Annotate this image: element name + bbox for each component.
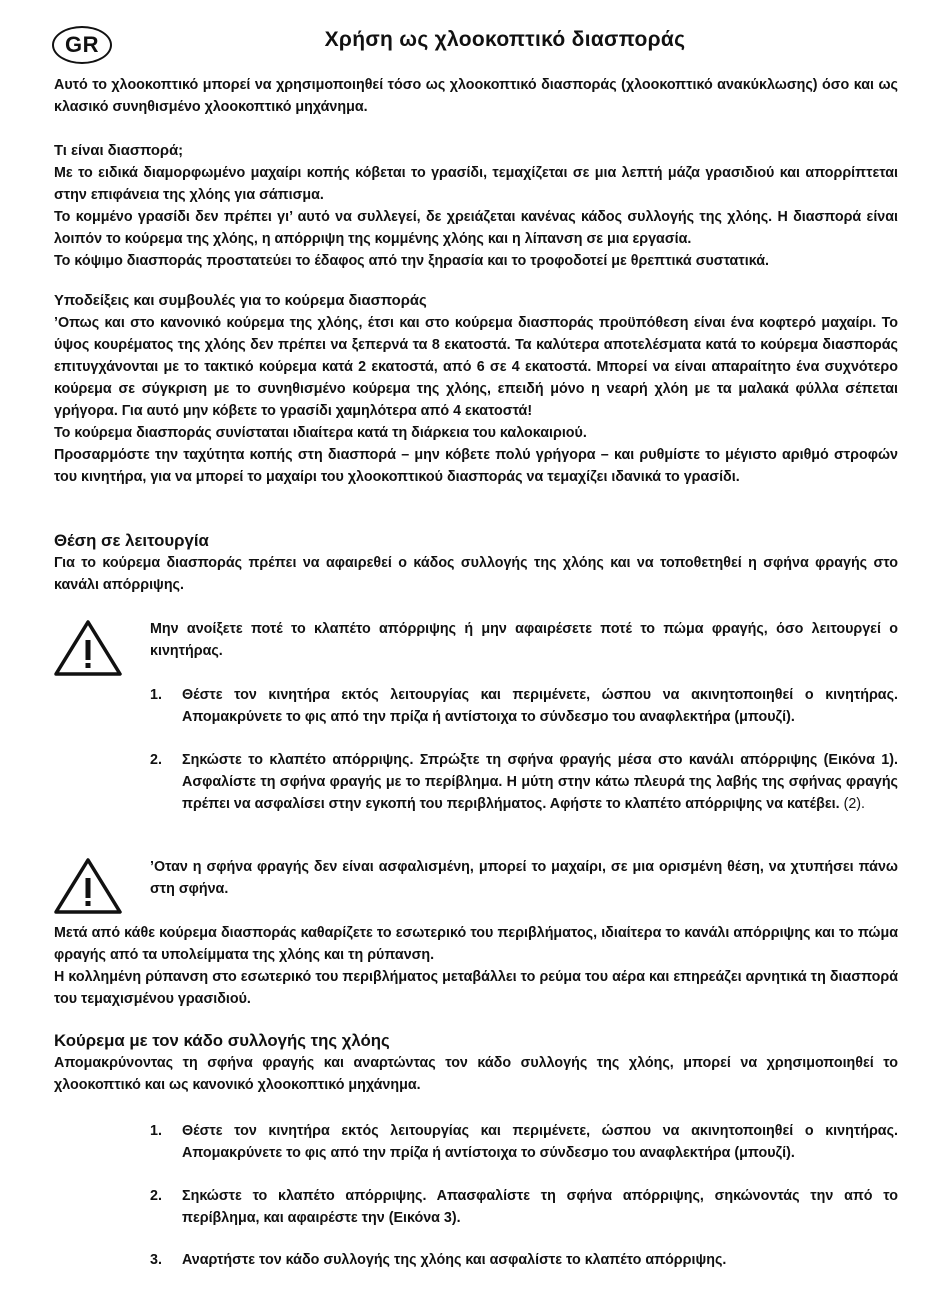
warning-block bbox=[54, 618, 898, 662]
intro-block bbox=[54, 74, 898, 118]
step-text: Σηκώστε το κλαπέτο απόρριψης. Σπρώξτε τη σφήνα φραγής μέσα στο κανάλι απόρριψης (Εικόνα 1). Ασφαλίστε τη σφήνα φραγής με το περίβλημα. Η μύτη στην κάτω πλευρά της λαβής της σφήνας φραγής πρέπει να ασφαλίσει στην εγκοπή του περιβλήματος. Αφήστε το κλαπέτο απόρριψης να κατέβει. (2). bbox=[182, 752, 898, 812]
paragraph: Για το κούρεμα διασποράς πρέπει να αφαιρεθεί ο κάδος συλλογής της χλόης και να τοποθετηθεί η σφήνα φραγής στο κανάλι απόρριψης. bbox=[54, 555, 898, 593]
paragraph: ’Οπως και στο κανονικό κούρεμα της χλόης, έτσι και στο κούρεμα διασποράς προϋπόθεση είναι ένα κοφτερό μαχαίρι. Το ύψος κουρέματος της χλόης δεν πρέπει να ξεπερνά τα 8 εκατοστά. Τα καλύτερα αποτελέσματα κατά το κούρεμα διασποράς επιτυγχάνονται με το τακτικό κούρεμα κατά 2 εκατοστά, από 6 σε 4 εκατοστά. Μπορεί να είναι απαραίτητο ένα συχνότερο κούρεμα σε σύγκριση με το συνηθισμένο κούρεμα της χλόης, επειδή μόνο η νεαρή χλόη με τα μαλακά φύλλα σέπεται γρήγορα. Για αυτό μην κόβετε το γρασίδι χαμηλότερα από 4 εκατοστά! bbox=[54, 315, 898, 419]
section-startup bbox=[54, 530, 898, 596]
section-heading: Θέση σε λειτουργία bbox=[54, 531, 209, 550]
step-number: 3. bbox=[150, 1252, 162, 1268]
page-title: Χρήση ως χλοοκοπτικό διασποράς bbox=[324, 28, 686, 51]
step-number: 2. bbox=[150, 1188, 162, 1204]
paragraph: Με το ειδικά διαμορφωμένο μαχαίρι κοπής κόβεται το γρασίδι, τεμαχίζεται σε μια λεπτή μάζα γρασιδιού και απορρίπτεται στην επιφάνεια της χλόης για σάπισμα. bbox=[54, 165, 898, 203]
step-text: Σηκώστε το κλαπέτο απόρριψης. Απασφαλίστε τη σφήνα απόρριψης, σηκώνοντάς την από το περίβλημα, και αφαιρέστε την (Εικόνα 3). bbox=[182, 1188, 898, 1226]
step-number: 2. bbox=[150, 752, 162, 768]
warning-triangle-icon bbox=[54, 618, 124, 678]
intro-paragraph: Αυτό το χλοοκοπτικό μπορεί να χρησιμοποιηθεί τόσο ως χλοοκοπτικό διασποράς (χλοοκοπτικό ανακύκλωσης) όσο και ως κλασικό συνηθισμένο χλοοκοπτικό μηχάνημα. bbox=[54, 77, 898, 115]
list-item bbox=[150, 1185, 898, 1229]
warning-text: ’Οταν η σφήνα φραγής δεν είναι ασφαλισμένη, μπορεί το μαχαίρι, σε μια ορισμένη θέση, να χτυπήσει πάνω στη σφήνα. bbox=[150, 859, 898, 897]
paragraph: Η κολλημένη ρύπανση στο εσωτερικό του περιβλήματος μεταβάλλει το ρεύμα του αέρα και επηρεάζει αρνητικά τη διασπορά του τεμαχισμένου γρασιδιού. bbox=[54, 969, 898, 1007]
list-item bbox=[150, 1249, 898, 1271]
warning-triangle-icon bbox=[54, 856, 124, 916]
step-number: 1. bbox=[150, 687, 162, 703]
section-heading: Τι είναι διασπορά; bbox=[54, 143, 184, 159]
list-item bbox=[150, 684, 898, 728]
paragraph: Το κούρεμα διασποράς συνίσταται ιδιαίτερα κατά τη διάρκεια του καλοκαιριού. bbox=[54, 425, 587, 441]
section-heading: Υποδείξεις και συμβουλές για το κούρεμα διασποράς bbox=[54, 293, 427, 309]
warning-text: Μην ανοίξετε ποτέ το κλαπέτο απόρριψης ή μην αφαιρέσετε ποτέ το πώμα φραγής, όσο λειτουργεί ο κινητήρας. bbox=[150, 621, 898, 659]
paragraph: Απομακρύνοντας τη σφήνα φραγής και αναρτώντας τον κάδο συλλογής της χλόης, μπορεί να χρησιμοποιηθεί το χλοοκοπτικό και ως κανονικό χλοοκοπτικό μηχάνημα. bbox=[54, 1055, 898, 1093]
step-text: Αναρτήστε τον κάδο συλλογής της χλόης και ασφαλίστε το κλαπέτο απόρριψης. bbox=[182, 1252, 727, 1268]
section-what-is-mulching bbox=[54, 140, 898, 272]
paragraph: Το κόψιμο διασποράς προστατεύει το έδαφος από την ξηρασία και το τροφοδοτεί με θρεπτικά συστατικά. bbox=[54, 253, 769, 269]
list-item bbox=[150, 1120, 898, 1164]
list-item bbox=[150, 749, 898, 815]
section-grass-catcher bbox=[54, 1030, 898, 1096]
paragraph: Προσαρμόστε την ταχύτητα κοπής στη διασπορά – μην κόβετε πολύ γρήγορα – και ρυθμίστε το μέγιστο αριθμό στροφών του κινητήρα, για να μπορεί το μαχαίρι του χλοοκοπτικού διασποράς να τεμαχίζει ιδανικά το γρασίδι. bbox=[54, 447, 898, 485]
paragraph: Μετά από κάθε κούρεμα διασποράς καθαρίζετε το εσωτερικό του περιβλήματος, ιδιαίτερα το κανάλι απόρριψης και το πώμα φραγής από τα υπολείμματα της χλόης και τη ρύπανση. bbox=[54, 925, 898, 963]
step-number: 1. bbox=[150, 1123, 162, 1139]
paragraph: Το κομμένο γρασίδι δεν πρέπει γι’ αυτό να συλλεγεί, δε χρειάζεται κανένας κάδος συλλογής της χλόης. Η διασπορά είναι λοιπόν το κούρεμα της χλόης, η απόρριψη της κομμένης χλόης και η λίπανση σε μια εργασία. bbox=[54, 209, 898, 247]
step-text: Θέστε τον κινητήρα εκτός λειτουργίας και περιμένετε, ώσπου να ακινητοποιηθεί ο κινητήρας. Απομακρύνετε το φις από την πρίζα ή αντίστοιχα το σύνδεσμο του αναφλεκτήρα (μπουζί). bbox=[182, 687, 898, 725]
section-tips bbox=[54, 290, 898, 488]
step-text: Θέστε τον κινητήρα εκτός λειτουργίας και περιμένετε, ώσπου να ακινητοποιηθεί ο κινητήρας. Απομακρύνετε το φις από την πρίζα ή αντίστοιχα το σύνδεσμο του αναφλεκτήρα (μπουζί). bbox=[182, 1123, 898, 1161]
language-code: GR bbox=[65, 32, 99, 57]
warning-block bbox=[54, 856, 898, 900]
section-heading: Κούρεμα με τον κάδο συλλογής της χλόης bbox=[54, 1031, 390, 1050]
cleaning-block bbox=[54, 922, 898, 1010]
